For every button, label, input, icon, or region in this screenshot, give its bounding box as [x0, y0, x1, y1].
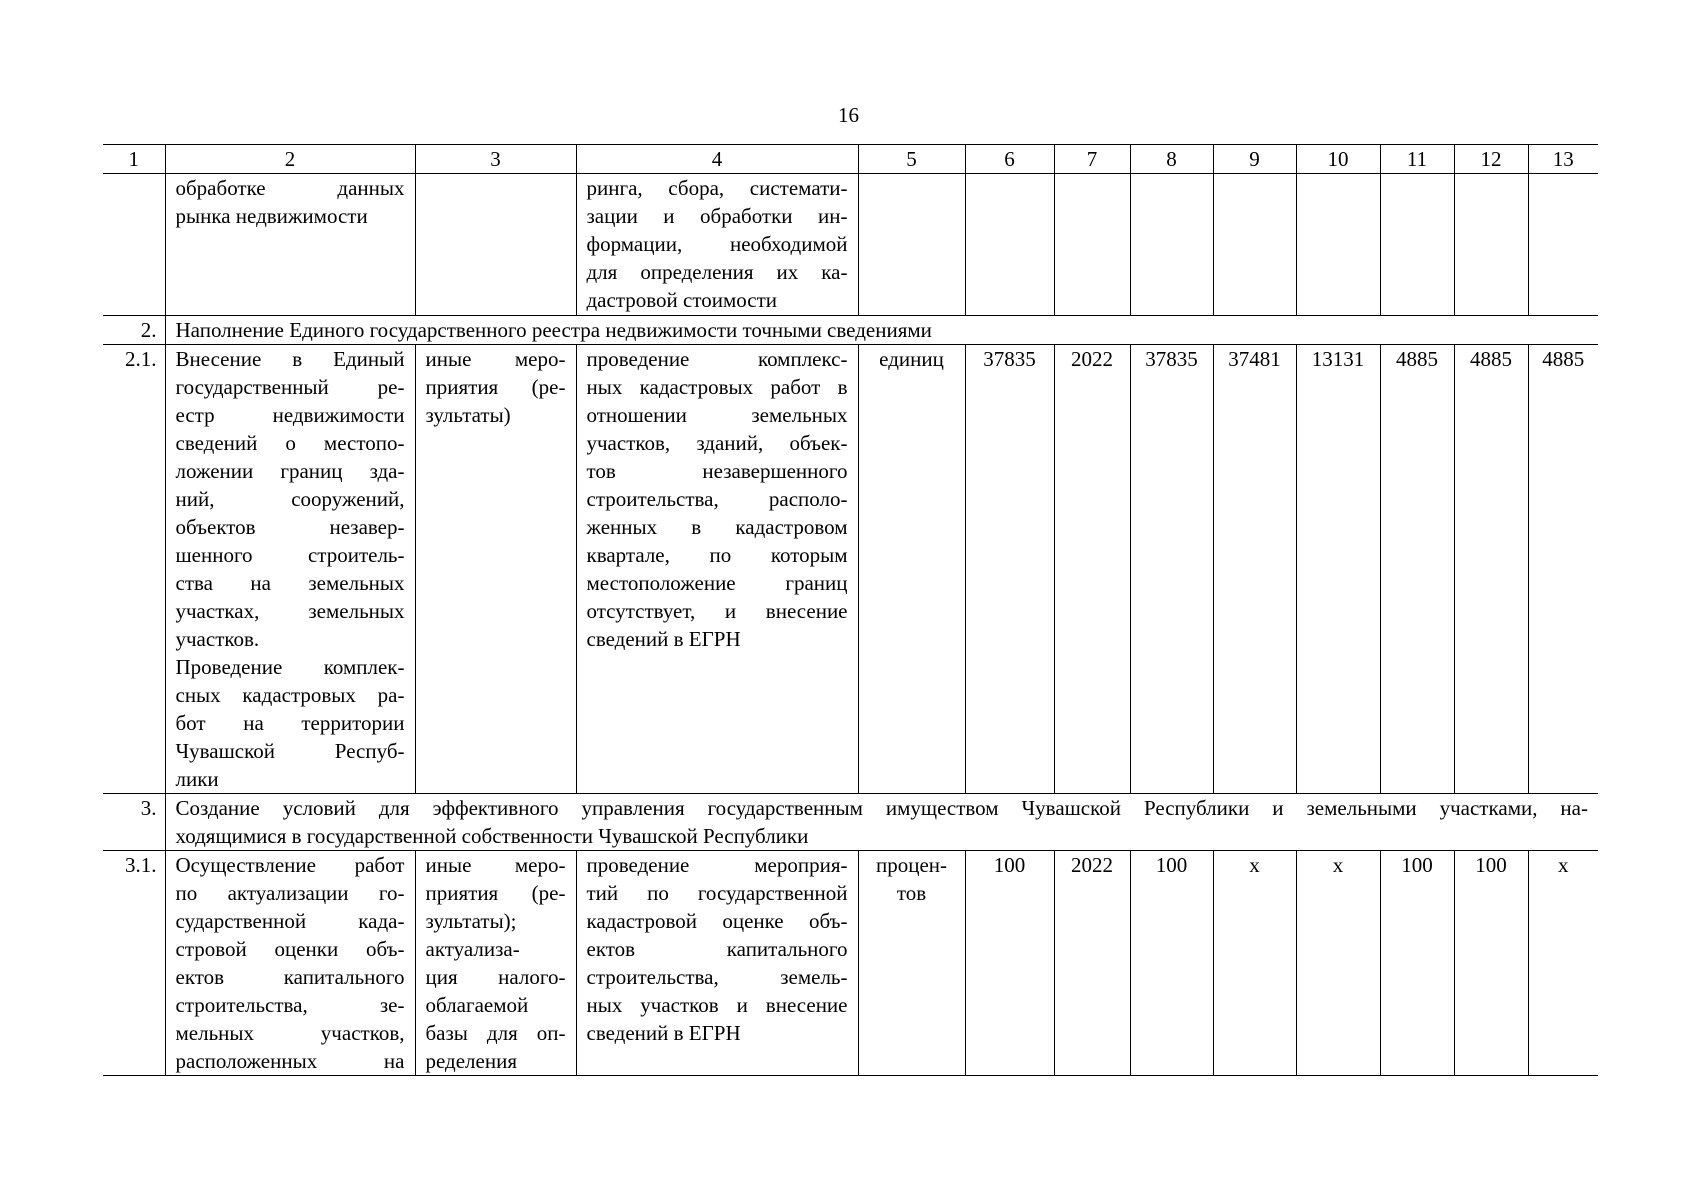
text-line: Чувашской Респуб- — [175, 739, 405, 763]
text-line: сударственной када- — [175, 909, 405, 933]
text-line: дастровой стоимости — [586, 288, 778, 312]
text-line: ринга, сбора, системати- — [586, 176, 848, 200]
text-line: сведений в ЕГРН — [586, 1021, 741, 1045]
text-line: проведение мероприя- — [586, 853, 848, 877]
text-line: отношении земельных — [586, 403, 848, 427]
section-title — [165, 794, 1598, 851]
text-line: тов — [896, 881, 927, 905]
value-cell — [1528, 174, 1598, 316]
description-cell — [576, 345, 858, 794]
text-line: ределения — [425, 1049, 517, 1073]
text-line: тов незавершенного — [586, 459, 848, 483]
text-line: участков, зданий, объек- — [586, 431, 848, 455]
text-line: Осуществление работ — [175, 853, 405, 877]
text-line: для определения их ка- — [586, 260, 848, 284]
text-line: расположенных на — [175, 1049, 405, 1073]
value-cell: 100 — [1454, 851, 1528, 1076]
value-cell: 100 — [1130, 851, 1213, 1076]
value-cell: 4885 — [1380, 345, 1454, 794]
text-line: ектов капитального — [175, 965, 405, 989]
row-number: 2.1. — [103, 345, 165, 794]
text-line: иные меро- — [425, 853, 566, 877]
section-title: Наполнение Единого государственного реестра недвижимости точными сведениями — [165, 316, 1598, 345]
value-cell — [1130, 174, 1213, 316]
text-line: по актуализации го- — [175, 881, 405, 905]
section-number: 3. — [103, 794, 165, 851]
page-number: 16 — [838, 103, 859, 127]
text-line: мельных участков, — [175, 1021, 405, 1045]
column-header: 12 — [1454, 145, 1528, 174]
text-line: кадастровой оценке объ- — [586, 909, 848, 933]
value-cell — [1296, 174, 1380, 316]
year-cell: 2022 — [1054, 851, 1130, 1076]
value-cell — [1213, 174, 1296, 316]
type-cell — [415, 345, 576, 794]
value-cell — [1380, 174, 1454, 316]
row-number: 3.1. — [103, 851, 165, 1076]
text-line: облагаемой — [425, 993, 529, 1017]
column-header: 10 — [1296, 145, 1380, 174]
text-line: тий по государственной — [586, 881, 848, 905]
text-line: проведение комплекс- — [586, 347, 848, 371]
text-line: зации и обработки ин- — [586, 204, 848, 228]
text-line: объектов незавер- — [175, 515, 405, 539]
section-row-2 — [103, 316, 1598, 345]
unit-cell: единиц — [858, 345, 965, 794]
column-header: 7 — [1054, 145, 1130, 174]
column-header: 5 — [858, 145, 965, 174]
text-line: Создание условий для эффективного управления государственным имуществом Чувашской Республики и земельными участками, на- — [175, 796, 1588, 820]
unit-cell — [858, 851, 965, 1076]
text-line: зультаты); — [425, 909, 517, 933]
text-line: обработке данных — [175, 176, 405, 200]
value-cell — [965, 174, 1054, 316]
value-cell: х — [1528, 851, 1598, 1076]
text-line: сведений о местопо- — [175, 431, 405, 455]
text-line: строительства, располо- — [586, 487, 848, 511]
text-line: отсутствует, и внесение — [586, 599, 848, 623]
text-line: ектов капитального — [586, 937, 848, 961]
text-line: квартале, по которым — [586, 543, 848, 567]
text-line: шенного строитель- — [175, 543, 405, 567]
text-line: приятия (ре- — [425, 881, 566, 905]
text-line: строительства, земель- — [586, 965, 848, 989]
text-line: государственный ре- — [175, 375, 405, 399]
column-header: 8 — [1130, 145, 1213, 174]
text-line: ложении границ зда- — [175, 459, 405, 483]
value-cell: 13131 — [1296, 345, 1380, 794]
text-line: ний, сооружений, — [175, 487, 405, 511]
text-line: базы для оп- — [425, 1021, 566, 1045]
text-line: ция налого- — [425, 965, 566, 989]
text-line: процен- — [875, 853, 948, 877]
value-cell — [858, 174, 965, 316]
text-line: Проведение комплек- — [175, 655, 405, 679]
value-cell: 37481 — [1213, 345, 1296, 794]
text-line: участков. — [175, 627, 260, 651]
column-header: 3 — [415, 145, 576, 174]
row-number-cell — [103, 174, 165, 316]
text-line: лики — [175, 767, 219, 791]
column-header: 13 — [1528, 145, 1598, 174]
program-table — [103, 144, 1598, 1076]
text-line: приятия (ре- — [425, 375, 566, 399]
description-cell — [576, 174, 858, 316]
text-line: иные меро- — [425, 347, 566, 371]
value-cell: 100 — [1380, 851, 1454, 1076]
column-header: 1 — [103, 145, 165, 174]
text-line: ходящимися в государственной собственности Чувашской Республики — [175, 824, 809, 848]
activity-cell — [165, 174, 415, 316]
text-line: строительства, зе- — [175, 993, 405, 1017]
text-line: рынка недвижимости — [175, 204, 368, 228]
text-line: участках, земельных — [175, 599, 405, 623]
value-cell: 37835 — [1130, 345, 1213, 794]
column-header: 6 — [965, 145, 1054, 174]
text-line: местоположение границ — [586, 571, 848, 595]
section-number: 2. — [103, 316, 165, 345]
column-header: 2 — [165, 145, 415, 174]
value-cell: 4885 — [1528, 345, 1598, 794]
year-cell: 2022 — [1054, 345, 1130, 794]
value-cell — [1454, 174, 1528, 316]
column-header: 11 — [1380, 145, 1454, 174]
table-row-2-1 — [103, 345, 1598, 794]
text-line: естр недвижимости — [175, 403, 405, 427]
text-line: ства на земельных — [175, 571, 405, 595]
description-cell — [576, 851, 858, 1076]
column-number-row — [103, 145, 1598, 174]
text-line: женных в кадастровом — [586, 515, 848, 539]
activity-cell — [165, 851, 415, 1076]
table-row-continued — [103, 174, 1598, 316]
table-row-3-1 — [103, 851, 1598, 1076]
text-line: актуализа- — [425, 937, 520, 961]
activity-cell — [165, 345, 415, 794]
text-line: бот на территории — [175, 711, 405, 735]
value-cell: 37835 — [965, 345, 1054, 794]
type-cell — [415, 174, 576, 316]
section-row-3 — [103, 794, 1598, 851]
text-line: сных кадастровых ра- — [175, 683, 405, 707]
text-line: ных кадастровых работ в — [586, 375, 848, 399]
value-cell: х — [1213, 851, 1296, 1076]
text-line: формации, необходимой — [586, 232, 848, 256]
value-cell: 100 — [965, 851, 1054, 1076]
text-line: стровой оценки объ- — [175, 937, 405, 961]
value-cell: 4885 — [1454, 345, 1528, 794]
text-line: ных участков и внесение — [586, 993, 848, 1017]
type-cell — [415, 851, 576, 1076]
text-line: сведений в ЕГРН — [586, 627, 741, 651]
value-cell: х — [1296, 851, 1380, 1076]
text-line: Внесение в Единый — [175, 347, 405, 371]
value-cell — [1054, 174, 1130, 316]
text-line: зультаты) — [425, 403, 511, 427]
column-header: 9 — [1213, 145, 1296, 174]
column-header: 4 — [576, 145, 858, 174]
